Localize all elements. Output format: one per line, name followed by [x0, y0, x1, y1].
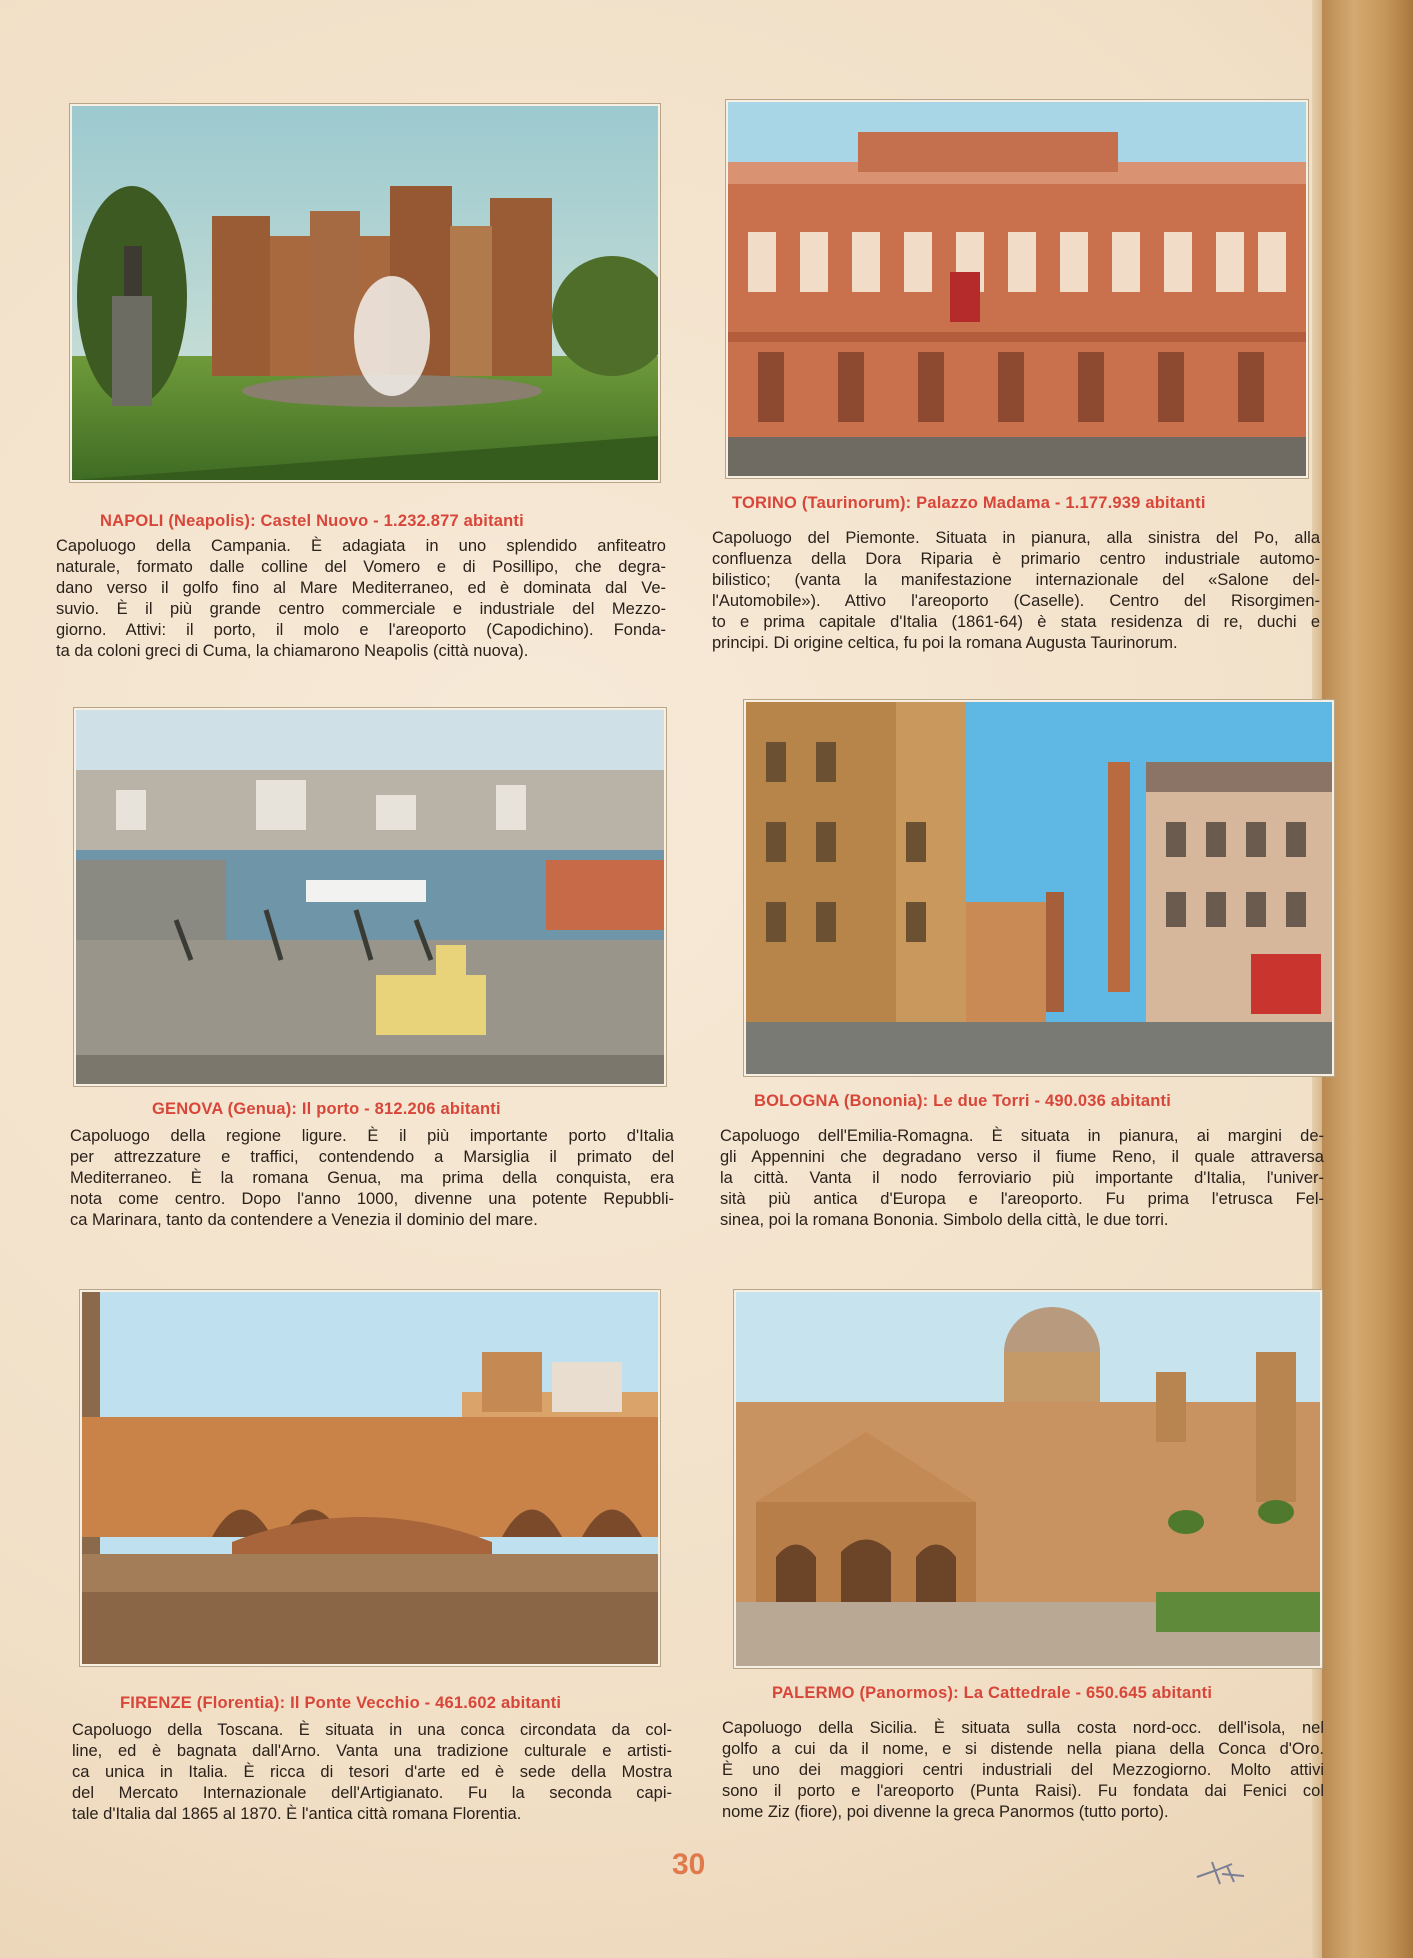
caption-title-bologna: BOLOGNA (Bononia): Le due Torri - 490.036 abitanti — [754, 1092, 1172, 1110]
caption-body-firenze — [72, 1720, 672, 1825]
caption-line: line, ed è bagnata dall'Arno. Vanta una tradizione culturale e artisti- — [72, 1742, 672, 1760]
caption-line: la città. Vanta il nodo ferroviario più importante d'Italia, l'univer- — [720, 1169, 1324, 1187]
caption-body-napoli — [56, 536, 666, 662]
caption-line: naturale, formato dalle colline del Vomero e di Posillipo, che degra- — [56, 558, 666, 576]
caption-line: principi. Di origine celtica, fu poi la romana Augusta Taurinorum. — [712, 634, 1178, 652]
caption-body-genova — [70, 1126, 674, 1231]
caption-line: per attrezzature e traffici, contendendo a Marsiglia il primato del — [70, 1148, 674, 1166]
caption-title-genova: GENOVA (Genua): Il porto - 812.206 abitanti — [152, 1100, 501, 1118]
caption-line: Capoluogo della Sicilia. È situata sulla costa nord-occ. dell'isola, nel — [722, 1719, 1324, 1737]
caption-line: giorno. Attivi: il porto, il molo e l'areoporto (Capodichino). Fonda- — [56, 621, 666, 639]
caption-line: dano verso il golfo fino al Mare Mediterraneo, ed è dominata dal Ve- — [56, 579, 666, 597]
photo-napoli-castel-nuovo — [70, 104, 660, 482]
caption-line: to e prima capitale d'Italia (1861-64) è stata residenza di re, duchi e — [712, 613, 1320, 631]
photo-bologna-due-torri — [744, 700, 1334, 1076]
caption-title-palermo: PALERMO (Panormos): La Cattedrale - 650.645 abitanti — [772, 1684, 1213, 1702]
photo-firenze-ponte-vecchio — [80, 1290, 660, 1666]
caption-line: ta da coloni greci di Cuma, la chiamarono Neapolis (città nuova). — [56, 642, 529, 660]
album-spine — [1322, 0, 1413, 1958]
caption-line: tale d'Italia dal 1865 al 1870. È l'antica città romana Florentia. — [72, 1805, 522, 1823]
caption-line: ca Marinara, tanto da contendere a Venezia il dominio del mare. — [70, 1211, 538, 1229]
caption-title-torino: TORINO (Taurinorum): Palazzo Madama - 1.177.939 abitanti — [732, 494, 1206, 512]
photo-torino-palazzo-madama — [726, 100, 1308, 478]
caption-line: sinea, poi la romana Bononia. Simbolo della città, le due torri. — [720, 1211, 1169, 1229]
caption-line: Capoluogo del Piemonte. Situata in pianura, alla sinistra del Po, alla — [712, 529, 1320, 547]
caption-line: Capoluogo della Campania. È adagiata in uno splendido anfiteatro — [56, 537, 666, 555]
caption-line: gli Appennini che degradano verso il fiume Reno, il quale attraversa — [720, 1148, 1324, 1166]
caption-line: Capoluogo dell'Emilia-Romagna. È situata in pianura, ai margini de- — [720, 1127, 1324, 1145]
caption-line: l'Automobile»). Attivo l'areoporto (Caselle). Centro del Risorgimen- — [712, 592, 1320, 610]
caption-body-bologna — [720, 1126, 1324, 1231]
caption-title-firenze: FIRENZE (Florentia): Il Ponte Vecchio - 461.602 abitanti — [120, 1694, 562, 1712]
caption-body-torino — [712, 528, 1320, 654]
caption-line: nota come centro. Dopo l'anno 1000, divenne una potente Repubbli- — [70, 1190, 674, 1208]
caption-line: Mediterraneo. È la romana Genua, ma prima della conquista, era — [70, 1169, 674, 1187]
caption-line: sono il porto e l'areoporto (Punta Raisi). Fu fondata dai Fenici col — [722, 1782, 1324, 1800]
page-number: 30 — [672, 1848, 706, 1881]
photo-palermo-cattedrale — [734, 1290, 1322, 1668]
ink-mark-icon — [1192, 1852, 1252, 1892]
caption-line: del Mercato Internazionale dell'Artigianato. Fu la seconda capi- — [72, 1784, 672, 1802]
photo-genova-porto — [74, 708, 666, 1086]
caption-line: È uno dei maggiori centri industriali del Mezzogiorno. Molto attivi — [722, 1761, 1324, 1779]
caption-line: confluenza della Dora Riparia è primario centro industriale automo- — [712, 550, 1320, 568]
caption-line: ca unica in Italia. È ricca di tesori d'arte ed è sede della Mostra — [72, 1763, 672, 1781]
caption-line: Capoluogo della Toscana. È situata in una conca circondata da col- — [72, 1721, 672, 1739]
caption-line: bilistico; (vanta la manifestazione internazionale del «Salone del- — [712, 571, 1320, 589]
caption-title-napoli: NAPOLI (Neapolis): Castel Nuovo - 1.232.877 abitanti — [100, 512, 524, 530]
caption-line: Capoluogo della regione ligure. È il più importante porto d'Italia — [70, 1127, 674, 1145]
caption-line: nome Ziz (fiore), poi divenne la greca Panormos (tutto porto). — [722, 1803, 1169, 1821]
caption-line: sità più antica d'Europa e l'areoporto. Fu prima l'etrusca Fel- — [720, 1190, 1324, 1208]
caption-line: golfo a cui da il nome, e si distende nella piana della Conca d'Oro. — [722, 1740, 1324, 1758]
caption-body-palermo — [722, 1718, 1324, 1823]
caption-line: suvio. È il più grande centro commerciale e industriale del Mezzo- — [56, 600, 666, 618]
